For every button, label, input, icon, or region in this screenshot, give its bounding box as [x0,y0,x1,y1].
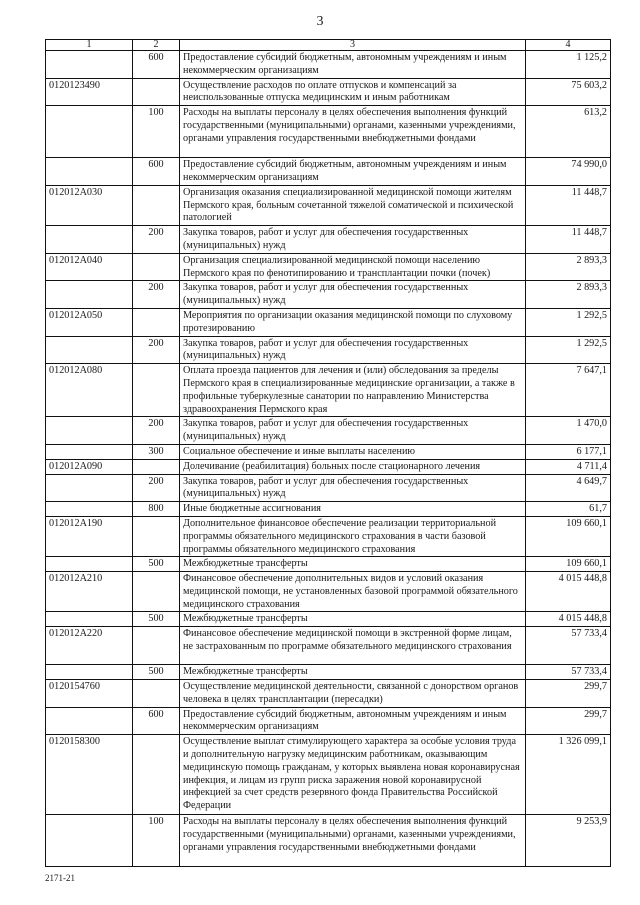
table-row [46,612,611,627]
amount-cell: 11 448,7 [526,185,611,225]
table-row [46,226,611,254]
table-row [46,308,611,336]
amount-cell: 2 893,3 [526,281,611,309]
header-col-3: 3 [180,40,526,51]
footer-document-code: 2171-21 [45,873,75,883]
code-cell [46,336,133,364]
table-row [46,336,611,364]
name-cell: Оплата проезда пациентов для лечения и (или) обследования за пределы Пермского края в специализированные медицинские организации, а также в профильные туберкулезные санатории по направлению Министерства здравоохранения Пермского края [180,364,526,417]
header-col-2: 2 [133,40,180,51]
expense-type-cell [133,308,180,336]
name-cell: Иные бюджетные ассигнования [180,502,526,517]
name-cell: Предоставление субсидий бюджетным, автономным учреждениям и иным некоммерческим организациям [180,51,526,79]
page-number: 3 [316,14,324,29]
expense-type-cell: 100 [133,815,180,867]
name-cell: Осуществление медицинской деятельности, связанной с донорством органов человека в целях трансплантации (пересадки) [180,680,526,708]
table-row [46,417,611,445]
name-cell: Расходы на выплаты персоналу в целях обеспечения выполнения функций государственными (муниципальными) органами, казенными учреждениями, органами управления государственными внебюджетными фондами [180,106,526,158]
code-cell [46,106,133,158]
table-row [46,106,611,158]
table-row [46,572,611,612]
code-cell: 012012А080 [46,364,133,417]
table-row [46,459,611,474]
amount-cell: 1 125,2 [526,51,611,79]
code-cell: 012012А040 [46,253,133,281]
table-row [46,502,611,517]
expense-type-cell: 500 [133,612,180,627]
table-row [46,680,611,708]
amount-cell: 109 660,1 [526,557,611,572]
expense-type-cell: 600 [133,707,180,735]
code-cell: 012012А210 [46,572,133,612]
table-row [46,364,611,417]
amount-cell: 9 253,9 [526,815,611,867]
amount-cell: 6 177,1 [526,444,611,459]
code-cell [46,444,133,459]
code-cell: 012012А030 [46,185,133,225]
expense-type-cell: 500 [133,557,180,572]
amount-cell: 4 649,7 [526,474,611,502]
amount-cell: 299,7 [526,680,611,708]
name-cell: Предоставление субсидий бюджетным, автономным учреждениям и иным некоммерческим организациям [180,707,526,735]
expense-type-cell [133,516,180,556]
name-cell: Предоставление субсидий бюджетным, автономным учреждениям и иным некоммерческим организациям [180,158,526,186]
code-cell [46,158,133,186]
name-cell: Организация специализированной медицинской помощи населению Пермского края по фенотипированию и трансплантации почки (почек) [180,253,526,281]
header-col-4: 4 [526,40,611,51]
amount-cell: 1 326 099,1 [526,735,611,815]
amount-cell: 1 470,0 [526,417,611,445]
table-header-row [46,40,611,51]
amount-cell: 2 893,3 [526,253,611,281]
amount-cell: 4 711,4 [526,459,611,474]
table-row [46,707,611,735]
expense-type-cell [133,364,180,417]
name-cell: Дополнительное финансовое обеспечение реализации территориальной программы обязательного медицинского страхования в части базовой программы обязательного медицинского страхования [180,516,526,556]
amount-cell: 4 015 448,8 [526,572,611,612]
expense-type-cell [133,680,180,708]
expense-type-cell: 100 [133,106,180,158]
table-row [46,557,611,572]
name-cell: Закупка товаров, работ и услуг для обеспечения государственных (муниципальных) нужд [180,474,526,502]
budget-table [45,39,611,867]
amount-cell: 61,7 [526,502,611,517]
amount-cell: 109 660,1 [526,516,611,556]
amount-cell: 57 733,4 [526,665,611,680]
expense-type-cell [133,627,180,665]
code-cell [46,474,133,502]
table-row [46,185,611,225]
code-cell [46,417,133,445]
code-cell: 0120154760 [46,680,133,708]
expense-type-cell [133,185,180,225]
expense-type-cell: 200 [133,474,180,502]
code-cell [46,557,133,572]
expense-type-cell [133,459,180,474]
table-row [46,78,611,106]
expense-type-cell [133,78,180,106]
table-row [46,158,611,186]
code-cell: 0120123490 [46,78,133,106]
expense-type-cell [133,572,180,612]
table-row [46,665,611,680]
code-cell [46,502,133,517]
name-cell: Финансовое обеспечение дополнительных видов и условий оказания медицинской помощи, не установленных базовой программой обязательного медицинского страхования [180,572,526,612]
table-row [46,735,611,815]
code-cell: 012012А090 [46,459,133,474]
amount-cell: 1 292,5 [526,336,611,364]
name-cell: Межбюджетные трансферты [180,665,526,680]
amount-cell: 299,7 [526,707,611,735]
table-row [46,474,611,502]
name-cell: Расходы на выплаты персоналу в целях обеспечения выполнения функций государственными (муниципальными) органами, казенными учреждениями, органами управления государственными внебюджетными фондами [180,815,526,867]
header-col-1: 1 [46,40,133,51]
code-cell: 012012А050 [46,308,133,336]
name-cell: Закупка товаров, работ и услуг для обеспечения государственных (муниципальных) нужд [180,417,526,445]
name-cell: Закупка товаров, работ и услуг для обеспечения государственных (муниципальных) нужд [180,281,526,309]
expense-type-cell: 600 [133,51,180,79]
expense-type-cell: 200 [133,281,180,309]
amount-cell: 613,2 [526,106,611,158]
amount-cell: 4 015 448,8 [526,612,611,627]
code-cell [46,665,133,680]
name-cell: Долечивание (реабилитация) больных после стационарного лечения [180,459,526,474]
expense-type-cell: 300 [133,444,180,459]
name-cell: Закупка товаров, работ и услуг для обеспечения государственных (муниципальных) нужд [180,226,526,254]
table-row [46,516,611,556]
amount-cell: 74 990,0 [526,158,611,186]
expense-type-cell [133,253,180,281]
expense-type-cell: 200 [133,336,180,364]
name-cell: Финансовое обеспечение медицинской помощи в экстренной форме лицам, не застрахованным по программе обязательного медицинского страхования [180,627,526,665]
name-cell: Закупка товаров, работ и услуг для обеспечения государственных (муниципальных) нужд [180,336,526,364]
code-cell [46,226,133,254]
amount-cell: 1 292,5 [526,308,611,336]
table-row [46,253,611,281]
table-row [46,444,611,459]
expense-type-cell: 200 [133,226,180,254]
code-cell: 0120158300 [46,735,133,815]
name-cell: Осуществление расходов по оплате отпусков и компенсаций за неиспользованные отпуска медицинским и иным работникам [180,78,526,106]
name-cell: Организация оказания специализированной медицинской помощи жителям Пермского края, больным сочетанной тяжелой соматической и психической патологией [180,185,526,225]
amount-cell: 57 733,4 [526,627,611,665]
expense-type-cell: 500 [133,665,180,680]
table-row [46,51,611,79]
expense-type-cell: 600 [133,158,180,186]
amount-cell: 7 647,1 [526,364,611,417]
table-row [46,815,611,867]
table-row [46,627,611,665]
code-cell: 012012А190 [46,516,133,556]
table-row [46,281,611,309]
expense-type-cell [133,735,180,815]
amount-cell: 11 448,7 [526,226,611,254]
name-cell: Межбюджетные трансферты [180,557,526,572]
name-cell: Мероприятия по организации оказания медицинской помощи по слуховому протезированию [180,308,526,336]
expense-type-cell: 800 [133,502,180,517]
expense-type-cell: 200 [133,417,180,445]
code-cell: 012012А220 [46,627,133,665]
amount-cell: 75 603,2 [526,78,611,106]
code-cell [46,281,133,309]
name-cell: Межбюджетные трансферты [180,612,526,627]
code-cell [46,612,133,627]
code-cell [46,815,133,867]
name-cell: Социальное обеспечение и иные выплаты населению [180,444,526,459]
code-cell [46,707,133,735]
code-cell [46,51,133,79]
name-cell: Осуществление выплат стимулирующего характера за особые условия труда и дополнительную нагрузку медицинским работникам, оказывающим медицинскую помощь гражданам, у которых выявлена новая коронавирусная инфекция, и лицам из групп риска заражения новой коронавирусной инфекцией за счет средств резервного фонда Правительства Российской Федерации [180,735,526,815]
